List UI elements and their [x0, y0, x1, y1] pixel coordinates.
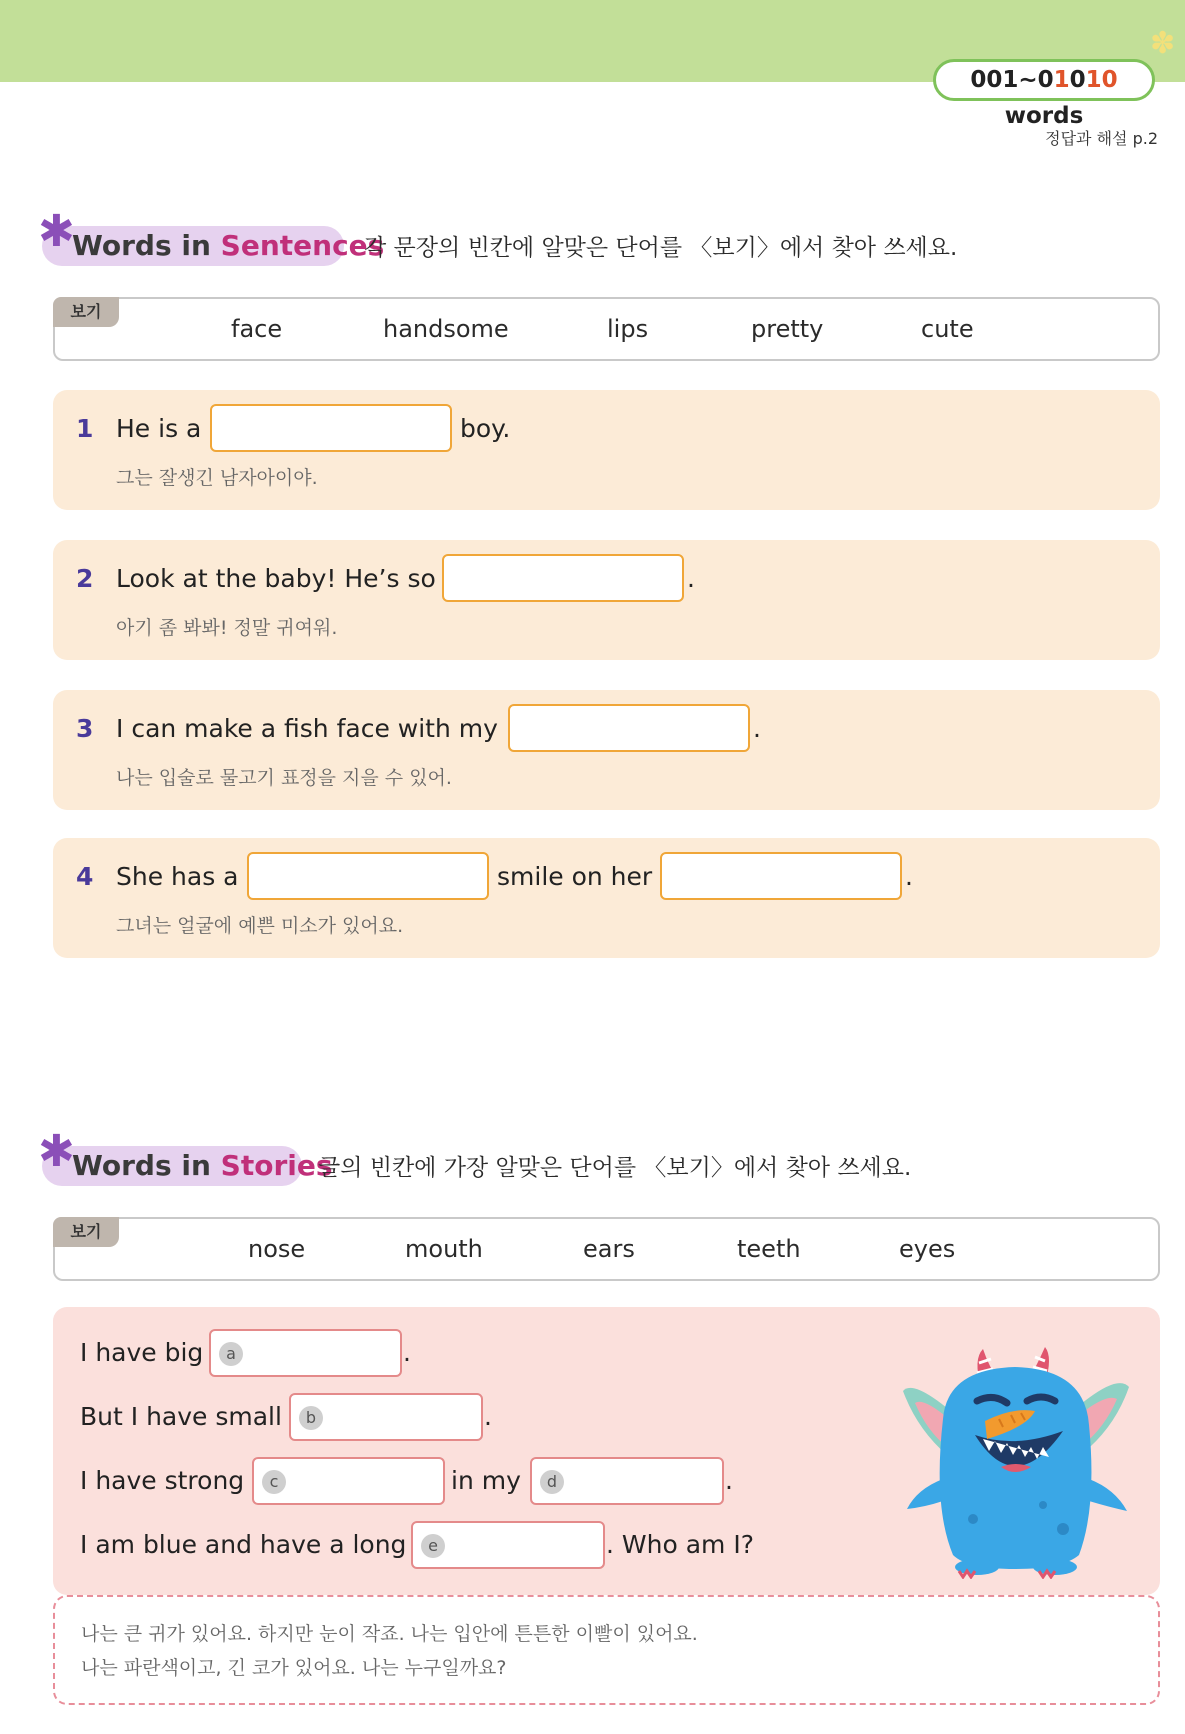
sentence-card-4 [53, 838, 1160, 958]
bank-word: eyes [899, 1235, 956, 1263]
blank-letter-badge: b [299, 1406, 323, 1430]
answer-blank[interactable] [508, 704, 750, 752]
sentence-text: . [905, 862, 913, 891]
bank-word: teeth [737, 1235, 801, 1263]
bank-word: pretty [751, 315, 824, 343]
story-line: . Who am I? [606, 1530, 754, 1559]
answer-blank[interactable] [209, 1329, 402, 1377]
word-bank-tag: 보기 [53, 297, 119, 327]
blank-letter-badge: c [262, 1470, 286, 1494]
korean-translation: 나는 입술로 물고기 표정을 지을 수 있어. [116, 767, 452, 789]
sentence-text: smile on her [497, 862, 653, 891]
bank-word: cute [921, 315, 974, 343]
sentence-text: I can make a fish face with my [116, 714, 498, 743]
sentence-text: . [687, 564, 695, 593]
korean-translation: 그는 잘생긴 남자아이야. [116, 467, 318, 489]
sentence-card-2 [53, 540, 1160, 660]
answer-blank[interactable] [252, 1457, 445, 1505]
sentence-text: Look at the baby! He’s so [116, 564, 436, 593]
translation-line: 나는 큰 귀가 있어요. 하지만 눈이 작죠. 나는 입안에 튼튼한 이빨이 있어요. [81, 1623, 698, 1645]
word-bank-tag: 보기 [53, 1217, 119, 1247]
section-title-pill: Words in Stories [42, 1146, 302, 1186]
word-bank [53, 1217, 1160, 1281]
bank-word: lips [607, 315, 649, 343]
story-line: But I have small [80, 1402, 282, 1431]
word-bank [53, 297, 1160, 361]
blank-letter-badge: a [219, 1342, 243, 1366]
answer-blank[interactable] [442, 554, 684, 602]
story-line: I have big [80, 1338, 204, 1367]
story-line: in my [451, 1466, 521, 1495]
sentence-text: boy. [460, 414, 511, 443]
answer-reference: 정답과 해설 p.2 [1045, 129, 1158, 148]
korean-translation: 그녀는 얼굴에 예쁜 미소가 있어요. [116, 915, 404, 937]
item-number: 1 [76, 414, 94, 443]
star-icon: ✱ [38, 206, 75, 257]
answer-blank[interactable] [530, 1457, 724, 1505]
word-range-badge: 001~01010 words [933, 59, 1155, 101]
korean-translation: 아기 좀 봐봐! 정말 귀여워. [116, 617, 338, 639]
answer-blank[interactable] [411, 1521, 605, 1569]
section-title-pill: Words in Sentences [42, 226, 344, 266]
blue-monster-illustration [903, 1329, 1133, 1579]
sentence-text: . [753, 714, 761, 743]
sentence-text: She has a [116, 862, 239, 891]
story-panel [53, 1307, 1160, 1595]
bank-word: mouth [405, 1235, 483, 1263]
star-icon: ✱ [38, 1126, 75, 1177]
item-number: 2 [76, 564, 94, 593]
story-line: I am blue and have a long [80, 1530, 407, 1559]
item-number: 3 [76, 714, 94, 743]
section-instruction: 각 문장의 빈칸에 알맞은 단어를 〈보기〉에서 찾아 쓰세요. [364, 235, 958, 261]
bank-word: ears [583, 1235, 635, 1263]
bank-word: face [231, 315, 283, 343]
story-line: . [403, 1338, 411, 1367]
item-number: 4 [76, 862, 94, 891]
story-line: . [725, 1466, 733, 1495]
section-instruction: 글의 빈칸에 가장 알맞은 단어를 〈보기〉에서 찾아 쓰세요. [318, 1155, 912, 1181]
story-line: . [484, 1402, 492, 1431]
answer-blank[interactable] [210, 404, 452, 452]
blank-letter-badge: d [540, 1470, 564, 1494]
story-translation-box [53, 1595, 1160, 1705]
flower-icon: ✽ [1150, 26, 1176, 61]
sentence-card-3 [53, 690, 1160, 810]
translation-line: 나는 파란색이고, 긴 코가 있어요. 나는 누구일까요? [81, 1657, 507, 1679]
answer-blank[interactable] [289, 1393, 483, 1441]
bank-word: nose [248, 1235, 306, 1263]
answer-blank[interactable] [660, 852, 902, 900]
answer-blank[interactable] [247, 852, 489, 900]
blank-letter-badge: e [421, 1534, 445, 1558]
sentence-text: He is a [116, 414, 202, 443]
story-line: I have strong [80, 1466, 245, 1495]
sentence-card-1 [53, 390, 1160, 510]
bank-word: handsome [383, 315, 509, 343]
